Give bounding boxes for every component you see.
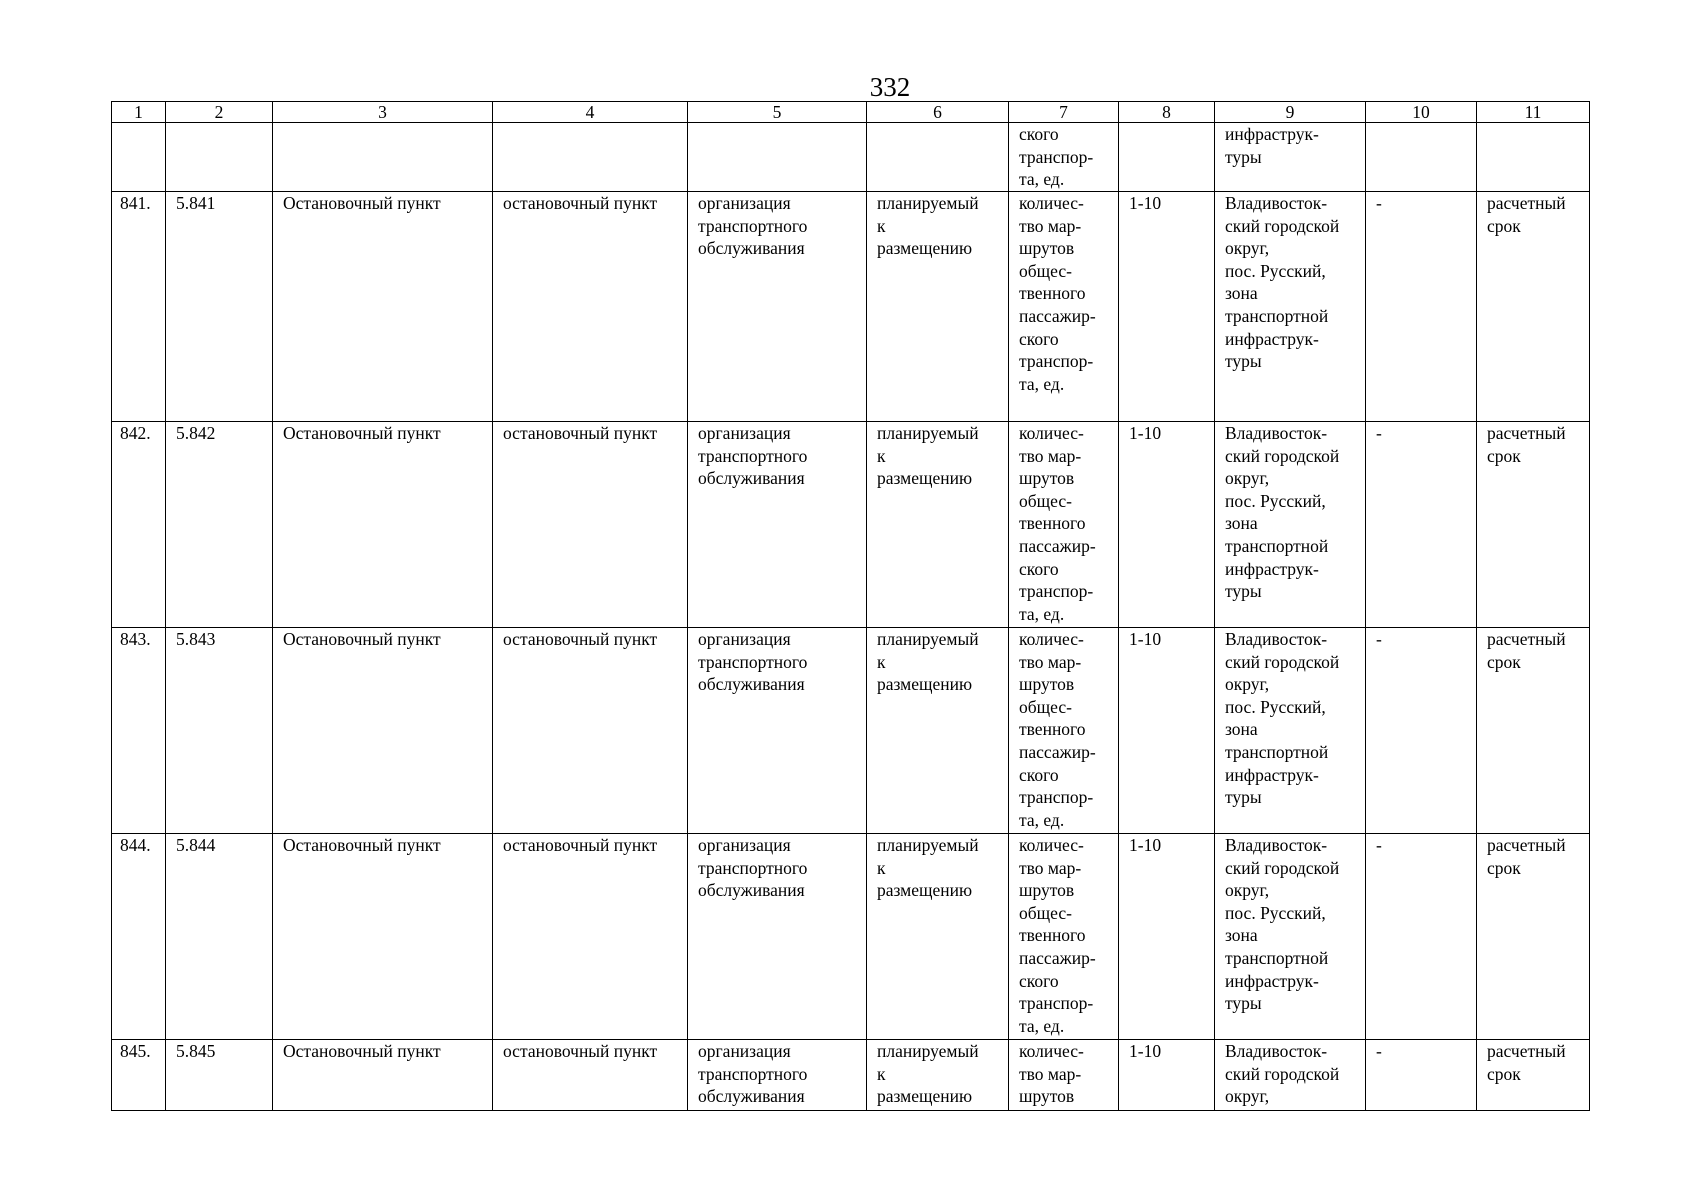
column-number: 10	[1366, 102, 1477, 123]
text-line: к	[877, 857, 886, 878]
text-line: ский городской	[1225, 857, 1340, 878]
text-line: туры	[1225, 351, 1262, 372]
name-cell: Остановочный пункт	[273, 422, 493, 628]
code-cell: 5.843	[166, 628, 273, 834]
code-cell: 5.841	[166, 192, 273, 422]
text-line: организация	[698, 1041, 791, 1061]
text-line: зона	[1225, 719, 1258, 740]
indicator-cell	[1009, 123, 1119, 192]
text-line: организация	[698, 629, 791, 649]
text-line: транспортного	[698, 215, 808, 236]
column-number-row	[112, 102, 1590, 123]
status-cell	[867, 628, 1009, 834]
text-line: туры	[1225, 993, 1262, 1014]
text-line: расчетный	[1487, 193, 1566, 213]
location-cell	[1215, 834, 1366, 1040]
text-line: ского	[1019, 558, 1059, 579]
text-line: количес-	[1019, 193, 1084, 213]
name-cell: Остановочный пункт	[273, 834, 493, 1040]
text-line: шрутов	[1019, 674, 1075, 695]
term-cell	[1477, 192, 1590, 422]
table-row	[112, 1040, 1590, 1111]
column-number: 2	[166, 102, 273, 123]
text-line: расчетный	[1487, 629, 1566, 649]
text-line: округ,	[1225, 674, 1270, 695]
indicator-cell	[1009, 834, 1119, 1040]
text-line: Владивосток-	[1225, 1041, 1328, 1061]
cell	[1119, 123, 1215, 192]
text-line: расчетный	[1487, 1041, 1566, 1061]
col10-cell: -	[1366, 1040, 1477, 1111]
text-line: пассажир-	[1019, 947, 1096, 968]
text-line: расчетный	[1487, 423, 1566, 443]
status-cell	[867, 1040, 1009, 1111]
text-line: округ,	[1225, 1086, 1270, 1107]
text-line: туры	[1225, 787, 1262, 808]
text-line: шрутов	[1019, 1086, 1075, 1107]
text-line: срок	[1487, 651, 1521, 672]
text-line: общес-	[1019, 696, 1072, 717]
text-line: размещению	[877, 468, 973, 489]
text-line: та, ед.	[1019, 603, 1065, 624]
text-line: тво мар-	[1019, 215, 1082, 236]
table-row	[112, 422, 1590, 628]
text-line: количес-	[1019, 1041, 1084, 1061]
page-number: 332	[869, 72, 911, 102]
text-line: пос. Русский,	[1225, 696, 1326, 717]
row-number-cell: 844.	[112, 834, 166, 1040]
indicator-cell	[1009, 422, 1119, 628]
text-line: срок	[1487, 857, 1521, 878]
text-line: размещению	[877, 880, 973, 901]
column-number: 7	[1009, 102, 1119, 123]
text-line: та, ед.	[1019, 809, 1065, 830]
indicator-cell	[1009, 628, 1119, 834]
text-line: количес-	[1019, 629, 1084, 649]
text-line: срок	[1487, 1063, 1521, 1084]
text-line: транспор-	[1019, 351, 1094, 372]
text-line: пассажир-	[1019, 741, 1096, 762]
text-line: та, ед.	[1019, 373, 1065, 394]
text-line: округ,	[1225, 880, 1270, 901]
text-line: транспортного	[698, 857, 808, 878]
location-cell	[1215, 123, 1366, 192]
cell	[688, 123, 867, 192]
value-cell: 1-10	[1119, 1040, 1215, 1111]
value-cell: 1-10	[1119, 192, 1215, 422]
text-line: инфраструк-	[1225, 328, 1319, 349]
text-line: округ,	[1225, 238, 1270, 259]
text-line: организация	[698, 193, 791, 213]
text-line: транспортного	[698, 445, 808, 466]
value-cell: 1-10	[1119, 628, 1215, 834]
status-cell	[867, 192, 1009, 422]
text-line: инфраструк-	[1225, 558, 1319, 579]
cell	[1366, 123, 1477, 192]
text-line: твенного	[1019, 925, 1086, 946]
type-cell: остановочный пункт	[493, 834, 688, 1040]
text-line: общес-	[1019, 490, 1072, 511]
code-cell: 5.845	[166, 1040, 273, 1111]
text-line: размещению	[877, 674, 973, 695]
text-line: ского	[1019, 764, 1059, 785]
text-line: пос. Русский,	[1225, 902, 1326, 923]
text-line: ский городской	[1225, 445, 1340, 466]
text-line: количес-	[1019, 423, 1084, 443]
text-line: ского	[1019, 328, 1059, 349]
type-cell: остановочный пункт	[493, 628, 688, 834]
text-line: твенного	[1019, 719, 1086, 740]
location-cell	[1215, 628, 1366, 834]
text-line: инфраструк-	[1225, 124, 1319, 144]
location-cell	[1215, 422, 1366, 628]
cell	[1477, 123, 1590, 192]
text-line: туры	[1225, 581, 1262, 602]
text-line: ский городской	[1225, 215, 1340, 236]
text-line: к	[877, 215, 886, 236]
text-line: твенного	[1019, 283, 1086, 304]
row-number-cell: 843.	[112, 628, 166, 834]
col10-cell: -	[1366, 192, 1477, 422]
indicator-cell	[1009, 192, 1119, 422]
row-number-cell: 842.	[112, 422, 166, 628]
column-number: 9	[1215, 102, 1366, 123]
text-line: Владивосток-	[1225, 835, 1328, 855]
text-line: транспор-	[1019, 787, 1094, 808]
table-row	[112, 192, 1590, 422]
status-cell	[867, 834, 1009, 1040]
value-cell: 1-10	[1119, 834, 1215, 1040]
text-line: транспортной	[1225, 947, 1329, 968]
type-cell: остановочный пункт	[493, 422, 688, 628]
code-cell: 5.842	[166, 422, 273, 628]
text-line: количес-	[1019, 835, 1084, 855]
text-line: тво мар-	[1019, 857, 1082, 878]
purpose-cell	[688, 192, 867, 422]
cell	[112, 123, 166, 192]
column-number: 5	[688, 102, 867, 123]
text-line: обслуживания	[698, 468, 805, 489]
column-number: 3	[273, 102, 493, 123]
text-line: к	[877, 651, 886, 672]
text-line: к	[877, 445, 886, 466]
text-line: пассажир-	[1019, 305, 1096, 326]
indicator-cell	[1009, 1040, 1119, 1111]
col10-cell: -	[1366, 628, 1477, 834]
purpose-cell	[688, 1040, 867, 1111]
text-line: ского	[1019, 124, 1059, 144]
text-line: транспортной	[1225, 535, 1329, 556]
text-line: тво мар-	[1019, 1063, 1082, 1084]
text-line: туры	[1225, 146, 1262, 167]
text-line: пос. Русский,	[1225, 260, 1326, 281]
text-line: планируемый	[877, 193, 979, 213]
text-line: тво мар-	[1019, 445, 1082, 466]
code-cell: 5.844	[166, 834, 273, 1040]
text-line: транспортного	[698, 1063, 808, 1084]
text-line: транспортной	[1225, 305, 1329, 326]
cell	[493, 123, 688, 192]
type-cell: остановочный пункт	[493, 192, 688, 422]
column-number: 8	[1119, 102, 1215, 123]
text-line: ский городской	[1225, 1063, 1340, 1084]
term-cell	[1477, 1040, 1590, 1111]
text-line: шрутов	[1019, 468, 1075, 489]
text-line: к	[877, 1063, 886, 1084]
text-line: тво мар-	[1019, 651, 1082, 672]
col10-cell: -	[1366, 834, 1477, 1040]
text-line: Владивосток-	[1225, 629, 1328, 649]
text-line: та, ед.	[1019, 1015, 1065, 1036]
table-row	[112, 834, 1590, 1040]
text-line: размещению	[877, 238, 973, 259]
text-line: зона	[1225, 513, 1258, 534]
text-line: обслуживания	[698, 1086, 805, 1107]
column-number: 11	[1477, 102, 1590, 123]
text-line: срок	[1487, 215, 1521, 236]
text-line: шрутов	[1019, 880, 1075, 901]
cell	[867, 123, 1009, 192]
term-cell	[1477, 834, 1590, 1040]
data-table	[111, 101, 1590, 1111]
column-number: 4	[493, 102, 688, 123]
purpose-cell	[688, 628, 867, 834]
location-cell	[1215, 192, 1366, 422]
term-cell	[1477, 628, 1590, 834]
name-cell: Остановочный пункт	[273, 192, 493, 422]
text-line: зона	[1225, 925, 1258, 946]
purpose-cell	[688, 422, 867, 628]
text-line: планируемый	[877, 1041, 979, 1061]
text-line: транспортного	[698, 651, 808, 672]
cell	[273, 123, 493, 192]
text-line: общес-	[1019, 902, 1072, 923]
text-line: пос. Русский,	[1225, 490, 1326, 511]
text-line: Владивосток-	[1225, 423, 1328, 443]
cell	[166, 123, 273, 192]
text-line: транспор-	[1019, 581, 1094, 602]
row-number-cell: 841.	[112, 192, 166, 422]
text-line: та, ед.	[1019, 169, 1065, 190]
text-line: планируемый	[877, 629, 979, 649]
text-line: расчетный	[1487, 835, 1566, 855]
text-line: транспор-	[1019, 146, 1094, 167]
text-line: транспортной	[1225, 741, 1329, 762]
text-line: размещению	[877, 1086, 973, 1107]
term-cell	[1477, 422, 1590, 628]
text-line: обслуживания	[698, 674, 805, 695]
text-line: зона	[1225, 283, 1258, 304]
status-cell	[867, 422, 1009, 628]
text-line: срок	[1487, 445, 1521, 466]
text-line: организация	[698, 835, 791, 855]
text-line: планируемый	[877, 835, 979, 855]
text-line: общес-	[1019, 260, 1072, 281]
text-line: округ,	[1225, 468, 1270, 489]
column-number: 6	[867, 102, 1009, 123]
text-line: пассажир-	[1019, 535, 1096, 556]
text-line: организация	[698, 423, 791, 443]
col10-cell: -	[1366, 422, 1477, 628]
text-line: инфраструк-	[1225, 764, 1319, 785]
text-line: ского	[1019, 970, 1059, 991]
type-cell: остановочный пункт	[493, 1040, 688, 1111]
text-line: обслуживания	[698, 880, 805, 901]
name-cell: Остановочный пункт	[273, 628, 493, 834]
text-line: ский городской	[1225, 651, 1340, 672]
column-number: 1	[112, 102, 166, 123]
text-line: обслуживания	[698, 238, 805, 259]
row-number-cell: 845.	[112, 1040, 166, 1111]
name-cell: Остановочный пункт	[273, 1040, 493, 1111]
purpose-cell	[688, 834, 867, 1040]
value-cell: 1-10	[1119, 422, 1215, 628]
location-cell	[1215, 1040, 1366, 1111]
table-row	[112, 628, 1590, 834]
continuation-row	[112, 123, 1590, 192]
text-line: твенного	[1019, 513, 1086, 534]
text-line: инфраструк-	[1225, 970, 1319, 991]
text-line: шрутов	[1019, 238, 1075, 259]
text-line: планируемый	[877, 423, 979, 443]
text-line: транспор-	[1019, 993, 1094, 1014]
text-line: Владивосток-	[1225, 193, 1328, 213]
